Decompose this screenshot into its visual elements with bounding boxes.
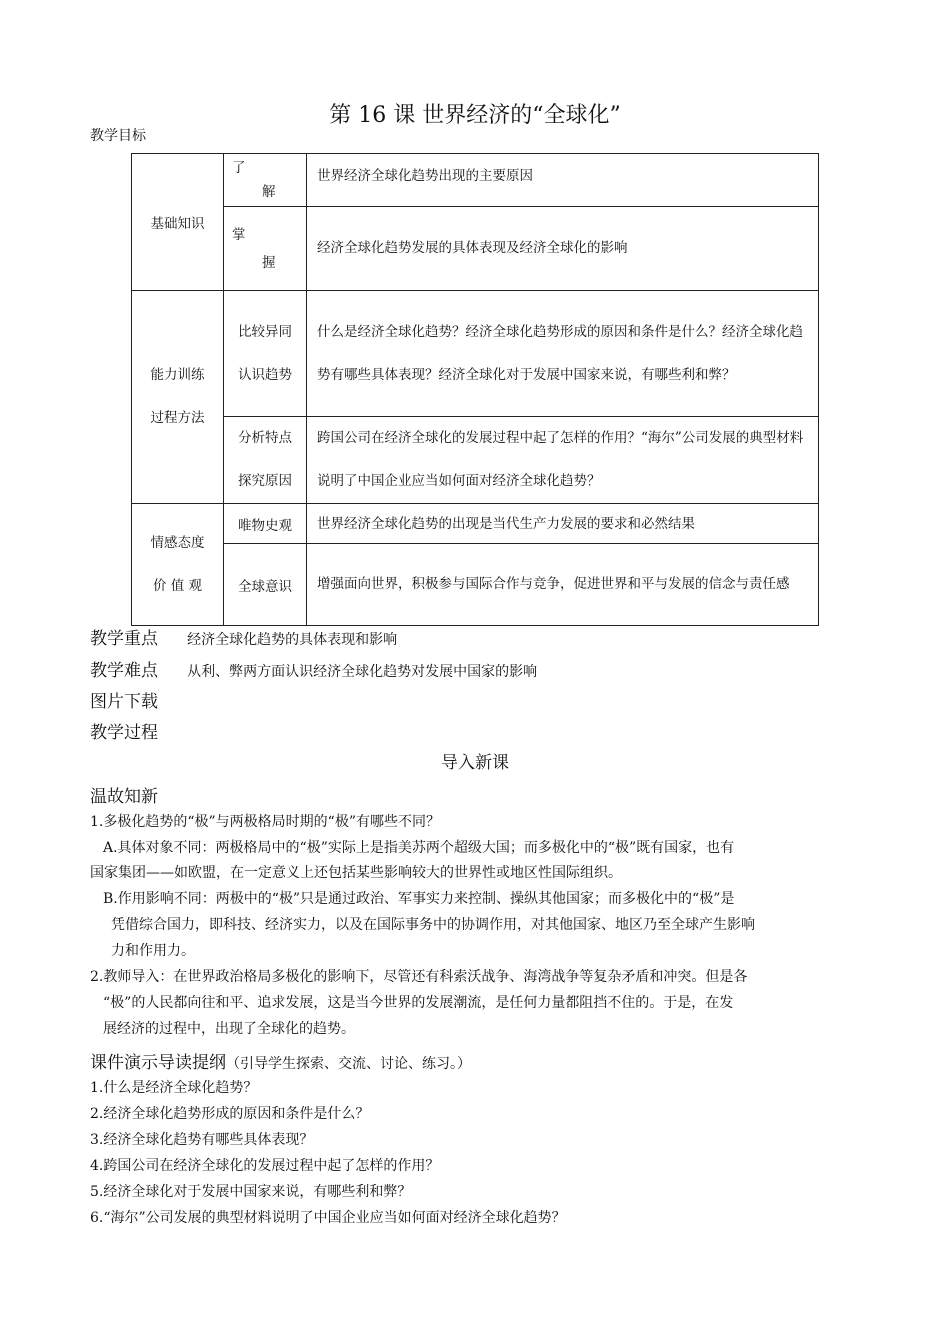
outline-item: 3.经济全球化趋势有哪些具体表现？	[90, 1132, 314, 1148]
review-answer-b-line1: B.作用影响不同：两极中的“极”只是通过政治、军事实力来控制、操纵其他国家；而多极化中的“极”是	[103, 891, 735, 907]
content-global: 增强面向世界，积极参与国际合作与竞争，促进世界和平与发展的信念与责任感	[307, 544, 819, 626]
content-master: 经济全球化趋势发展的具体表现及经济全球化的影响	[307, 207, 819, 291]
label-global: 全球意识	[224, 544, 307, 626]
label-materialism: 唯物史观	[224, 504, 307, 544]
outline-note: （引导学生探索、交流、讨论、练习。）	[226, 1056, 471, 1072]
review-question-2-line3: 展经济的过程中，出现了全球化的趋势。	[103, 1021, 355, 1037]
outline-heading-row	[90, 1048, 471, 1073]
outline-heading: 课件演示导读提纲	[90, 1053, 226, 1073]
review-answer-b-line2: 凭借综合国力，即科技、经济实力，以及在国际事务中的协调作用，对其他国家、地区乃至全球产生影响	[111, 917, 755, 933]
image-download-link[interactable]: 图片下载	[90, 692, 158, 712]
key-point-text: 经济全球化趋势的具体表现和影响	[187, 632, 398, 648]
review-answer-a-line1: A.具体对象不同：两极格局中的“极”实际上是指美苏两个超级大国；而多极化中的“极”既有国家，也有	[103, 840, 735, 856]
objectives-label: 教学目标	[90, 128, 146, 144]
content-compare: 什么是经济全球化趋势？经济全球化趋势形成的原因和条件是什么？经济全球化趋势有哪些具体表现？经济全球化对于发展中国家来说，有哪些利和弊？	[307, 291, 819, 417]
label-compare: 比较异同 认识趋势	[224, 291, 307, 417]
outline-item: 4.跨国公司在经济全球化的发展过程中起了怎样的作用？	[90, 1158, 440, 1174]
label-master: 掌 握	[224, 207, 307, 291]
review-question-1: 1.多极化趋势的“极”与两极格局时期的“极”有哪些不同？	[90, 814, 440, 830]
outline-item: 1.什么是经济全球化趋势？	[90, 1080, 258, 1096]
objectives-table	[131, 153, 819, 626]
review-question-2-line1: 2.教师导入：在世界政治格局多极化的影响下，尽管还有科索沃战争、海湾战争等复杂矛盾和冲突。但是各	[90, 969, 748, 985]
review-answer-a-line2: 国家集团——如欧盟，在一定意义上还包括某些影响较大的世界性或地区性国际组织。	[90, 865, 622, 881]
outline-item: 5.经济全球化对于发展中国家来说，有哪些利和弊？	[90, 1184, 412, 1200]
label-analyze: 分析特点 探究原因	[224, 417, 307, 504]
label-understand: 了 解	[224, 154, 307, 207]
review-question-2-line2: “极”的人民都向往和平、追求发展，这是当今世界的发展潮流，是任何力量都阻挡不住的。于是，在发	[103, 995, 734, 1011]
outline-item: 6.“海尔”公司发展的典型材料说明了中国企业应当如何面对经济全球化趋势？	[90, 1210, 566, 1226]
intro-heading: 导入新课	[441, 753, 509, 773]
key-point	[90, 624, 397, 649]
key-point-label: 教学重点	[90, 629, 158, 649]
difficult-point-label: 教学难点	[90, 661, 158, 681]
difficult-point-text: 从利、弊两方面认识经济全球化趋势对发展中国家的影响	[187, 664, 538, 680]
page-title: 第 16 课 世界经济的“全球化”	[329, 103, 621, 128]
review-answer-b-line3: 力和作用力。	[111, 943, 195, 959]
outline-item: 2.经济全球化趋势形成的原因和条件是什么？	[90, 1106, 370, 1122]
content-analyze: 跨国公司在经济全球化的发展过程中起了怎样的作用？“海尔”公司发展的典型材料说明了中国企业应当如何面对经济全球化趋势？	[307, 417, 819, 504]
difficult-point	[90, 656, 537, 681]
content-materialism: 世界经济全球化趋势的出现是当代生产力发展的要求和必然结果	[307, 504, 819, 544]
category-emotion: 情感态度 价 值 观	[132, 504, 224, 626]
process-label: 教学过程	[90, 723, 158, 743]
review-heading: 温故知新	[90, 787, 158, 807]
category-basic: 基础知识	[132, 154, 224, 291]
content-understand: 世界经济全球化趋势出现的主要原因	[307, 154, 819, 207]
category-ability: 能力训练 过程方法	[132, 291, 224, 504]
